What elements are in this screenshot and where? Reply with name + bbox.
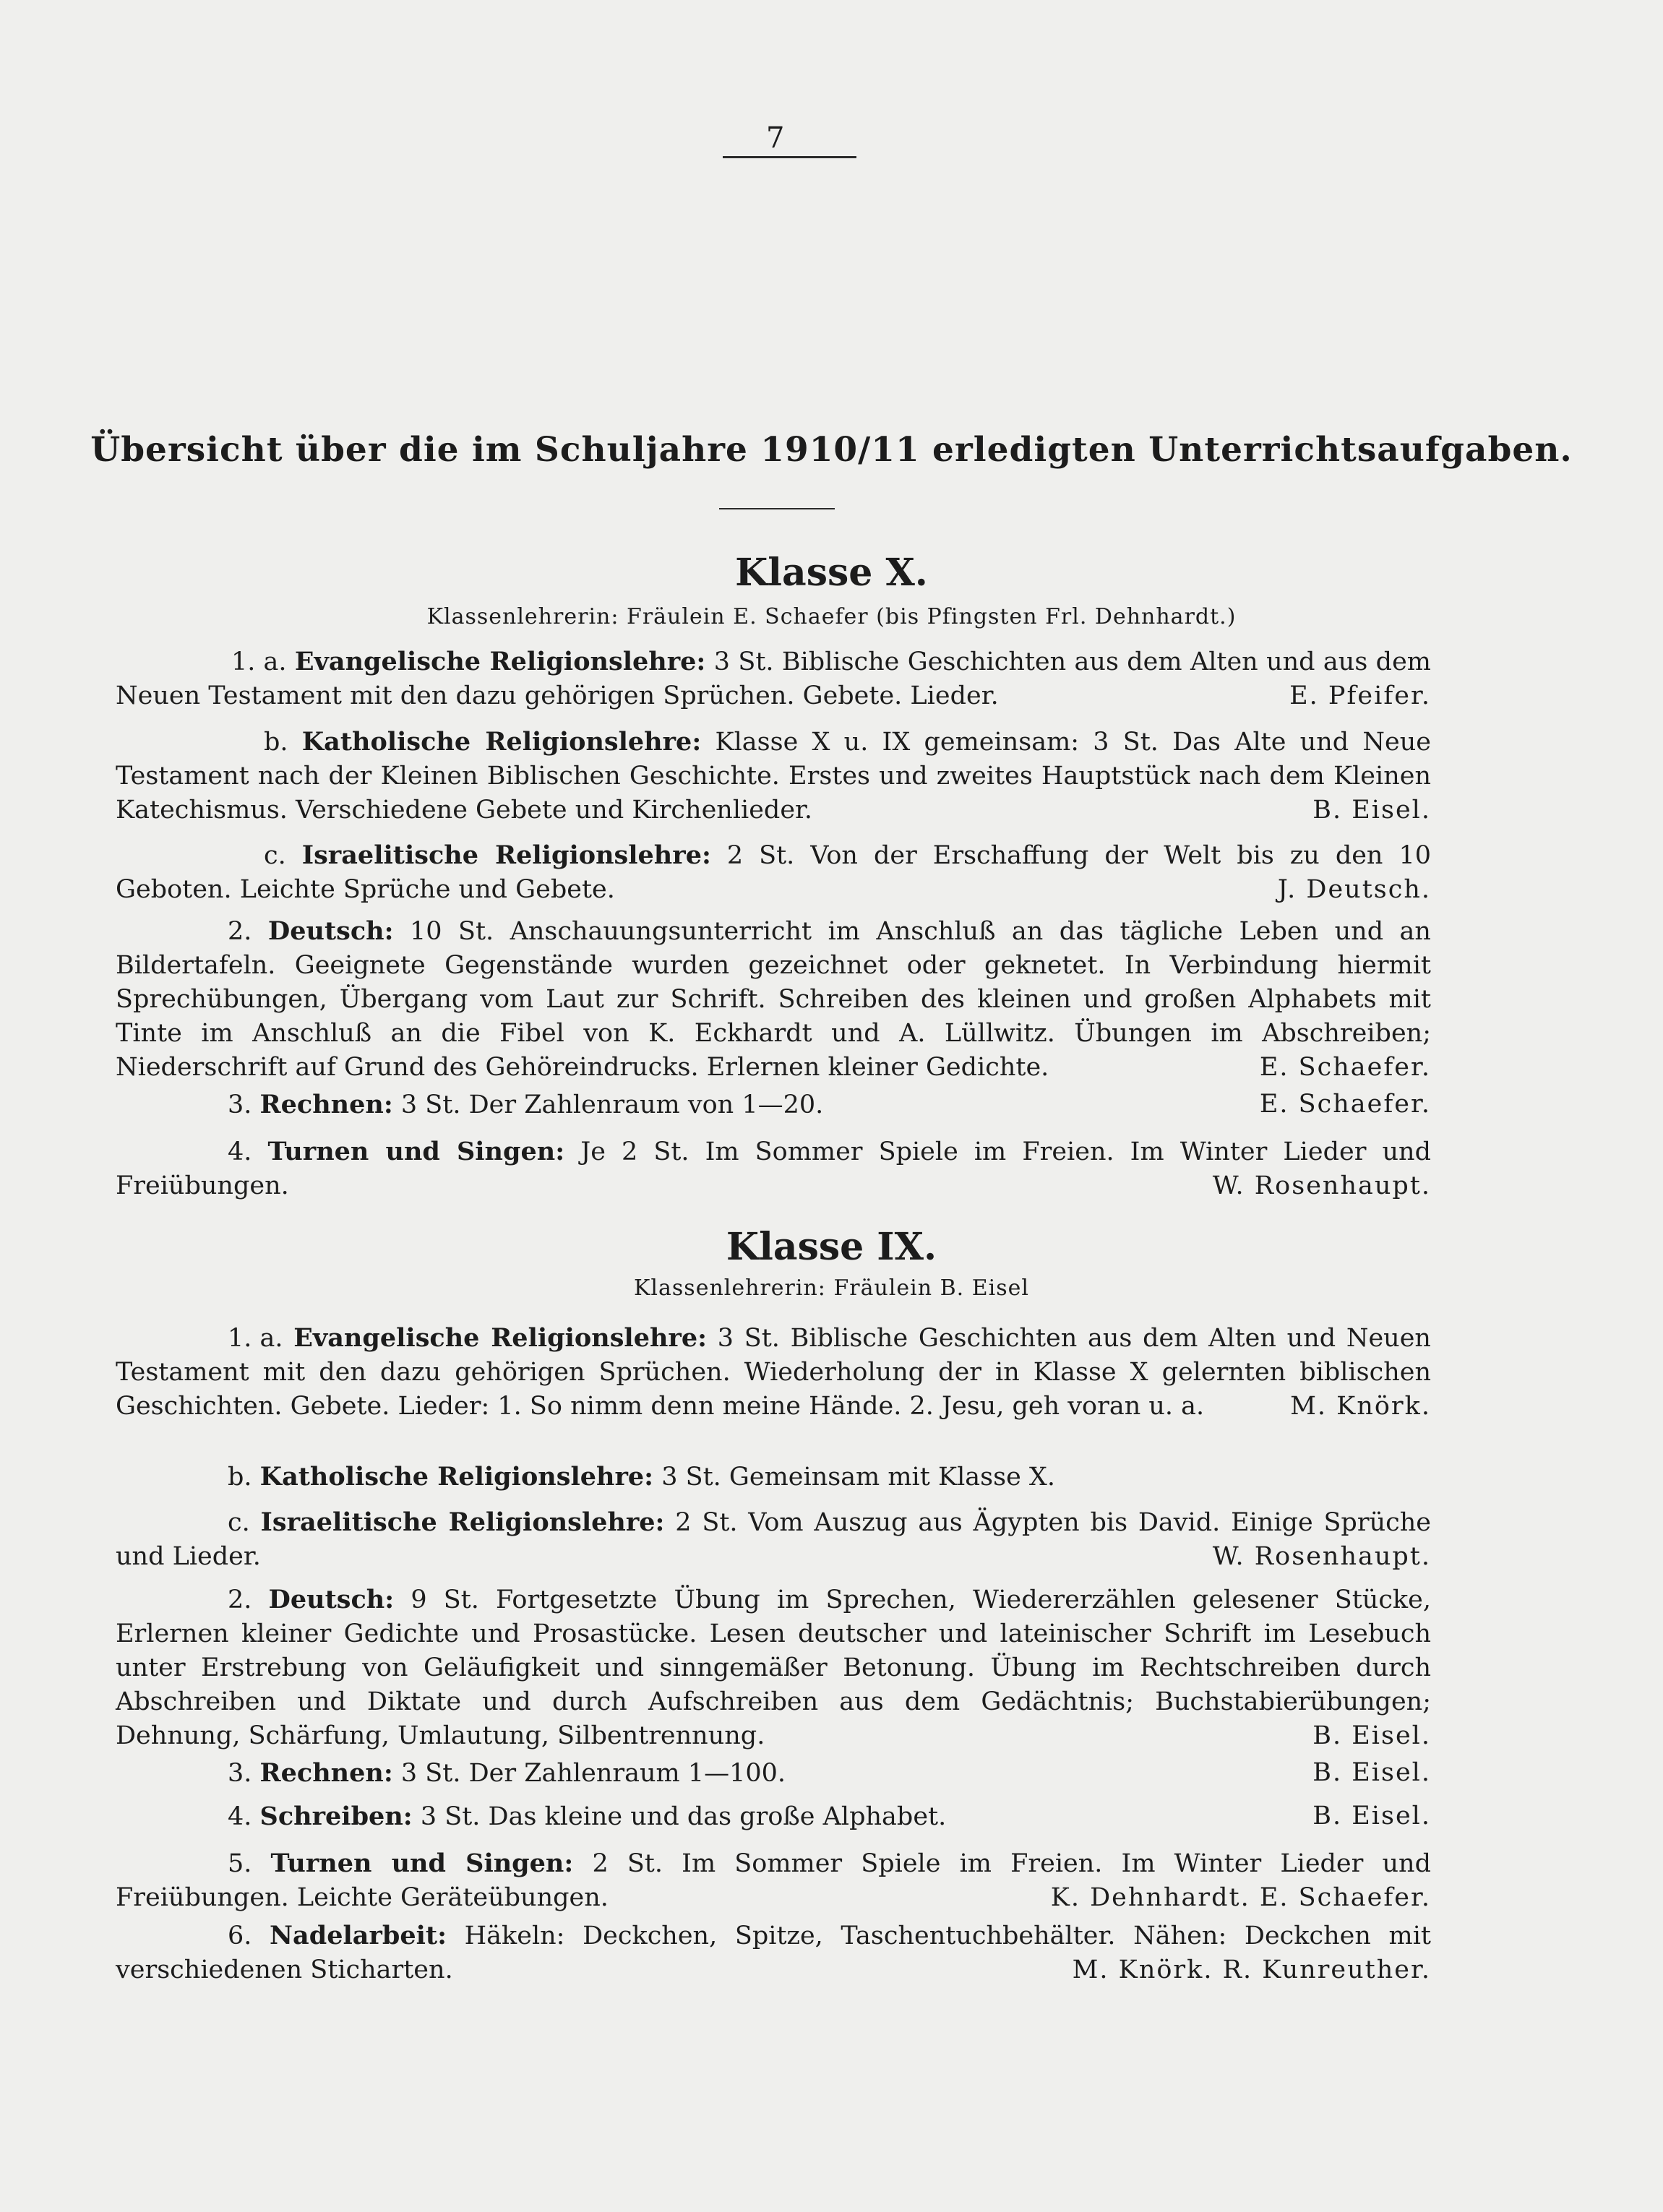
entry-signature: E. Schaefer. bbox=[1259, 1090, 1431, 1119]
entry-text: 9 St. Fortgesetzte Übung im Sprechen, Wiedererzählen gelesener Stücke, Erlernen kleiner Gedichte und Prosastücke. Lesen deutscher und lateinischer Schrift im Lesebuch unter Erstrebung von Geläufigkeit und sinngemäßer Betonung. Übung im Rechtschreiben durch Abschreiben und Diktate und durch Aufschreiben aus dem Gedächtnis; Buchstabierübungen; Dehnung, Schärfung, Umlautung, Silbentrennung. bbox=[116, 1585, 1431, 1750]
entry-ix-1c bbox=[116, 1505, 1431, 1574]
entry-number: 4. bbox=[228, 1802, 252, 1831]
entry-subject: Katholische Religionslehre: bbox=[259, 1462, 654, 1492]
page-number: 7 bbox=[766, 121, 785, 155]
entry-text: Häkeln: Deckchen, Spitze, Taschentuchbehälter. Nähen: Deckchen mit verschiedenen Sticharten. bbox=[116, 1921, 1431, 1984]
entry-text: 3 St. Der Zahlenraum von 1—20. bbox=[400, 1090, 824, 1119]
entry-x-1b bbox=[116, 725, 1431, 827]
section-title-klasse-ix: Klasse IX. bbox=[726, 1225, 937, 1269]
entry-text: Je 2 St. Im Sommer Spiele im Freien. Im Winter Lieder und Freiübungen. bbox=[116, 1137, 1431, 1200]
entry-text: 3 St. Gemeinsam mit Klasse X. bbox=[661, 1463, 1055, 1492]
entry-subject: Schreiben: bbox=[259, 1802, 413, 1831]
entry-subject: Turnen und Singen: bbox=[270, 1849, 574, 1878]
entry-text: 2 St. Im Sommer Spiele im Freien. Im Winter Lieder und Freiübungen. Leichte Geräteübungen. bbox=[116, 1849, 1431, 1912]
entry-signature: M. Knörk. R. Kunreuther. bbox=[1072, 1955, 1431, 1984]
entry-ix-2 bbox=[116, 1583, 1431, 1753]
entry-x-2 bbox=[116, 914, 1431, 1085]
entry-signature: B. Eisel. bbox=[1312, 1721, 1431, 1750]
entry-subject: Deutsch: bbox=[267, 916, 394, 946]
entry-ix-1b bbox=[116, 1460, 1431, 1494]
entry-signature: W. Rosenhaupt. bbox=[1212, 1542, 1431, 1571]
entry-ix-4 bbox=[116, 1799, 1431, 1834]
section-teacher-klasse-x: Klassenlehrerin: Fräulein E. Schaefer (bis Pfingsten Frl. Dehnhardt.) bbox=[426, 604, 1237, 629]
entry-number: 4. bbox=[228, 1137, 252, 1166]
entry-number: c. bbox=[264, 841, 286, 870]
entry-text: 10 St. Anschauungsunterricht im Anschluß an das tägliche Leben und an Bildertafeln. Geeignete Gegenstände wurden gezeichnet oder geknetet. In Verbindung hiermit Sprechübungen, Übergang vom Laut zur Schrift. Schreiben des kleinen und großen Alphabets mit Tinte im Anschluß an die Fibel von K. Eckhardt und A. Lüllwitz. Übungen im Abschreiben; Niederschrift auf Grund des Gehöreindrucks. Erlernen kleiner Gedichte. bbox=[116, 917, 1431, 1082]
entry-number: c. bbox=[228, 1508, 250, 1537]
entry-signature: E. Schaefer. bbox=[1259, 1053, 1431, 1082]
entry-x-1c bbox=[116, 838, 1431, 907]
entry-subject: Israelitische Religionslehre: bbox=[260, 1507, 665, 1537]
entry-signature: B. Eisel. bbox=[1312, 1802, 1431, 1830]
entry-number: 3. bbox=[228, 1759, 252, 1788]
entry-text: Klasse X u. IX gemeinsam: 3 St. Das Alte und Neue Testament nach der Kleinen Biblischen Geschichte. Erstes und zweites Hauptstück nach dem Kleinen Katechismus. Verschiedene Gebete und Kirchenlieder. bbox=[116, 728, 1431, 825]
entry-subject: Deutsch: bbox=[268, 1585, 395, 1614]
entry-subject: Katholische Religionslehre: bbox=[301, 727, 702, 757]
page-title: Übersicht über die im Schuljahre 1910/11 erledigten Unterrichtsaufgaben. bbox=[90, 430, 1573, 470]
entry-text: 3 St. Biblische Geschichten aus dem Alten und aus dem Neuen Testament mit den dazu gehörigen Sprüchen. Gebete. Lieder. bbox=[116, 647, 1431, 710]
entry-text: 2 St. Vom Auszug aus Ägypten bis David. Einige Sprüche und Lieder. bbox=[116, 1508, 1431, 1571]
entry-ix-3 bbox=[116, 1756, 1431, 1791]
entry-number: 1. a. bbox=[228, 1324, 283, 1353]
entry-x-1a bbox=[116, 645, 1431, 713]
entry-signature: J. Deutsch. bbox=[1277, 875, 1431, 904]
entry-number: 2. bbox=[228, 917, 252, 946]
entry-subject: Rechnen: bbox=[259, 1758, 393, 1788]
entry-subject: Evangelische Religionslehre: bbox=[294, 647, 706, 676]
entry-text: 3 St. Das kleine und das große Alphabet. bbox=[420, 1802, 947, 1831]
entry-signature: B. Eisel. bbox=[1312, 796, 1431, 825]
entry-number: 2. bbox=[228, 1585, 252, 1614]
entry-text: 2 St. Von der Erschaffung der Welt bis zu den 10 Geboten. Leichte Sprüche und Gebete. bbox=[116, 841, 1431, 904]
entry-number: 5. bbox=[228, 1849, 252, 1878]
section-teacher-klasse-ix: Klassenlehrerin: Fräulein B. Eisel bbox=[634, 1275, 1029, 1301]
entry-signature: E. Pfeifer. bbox=[1289, 681, 1431, 710]
entry-signature: K. Dehnhardt. E. Schaefer. bbox=[1050, 1883, 1431, 1912]
page-number-rule bbox=[723, 156, 856, 158]
entry-number: 3. bbox=[228, 1090, 252, 1119]
section-title-klasse-x: Klasse X. bbox=[735, 551, 928, 595]
entry-subject: Rechnen: bbox=[259, 1090, 393, 1119]
entry-subject: Israelitische Religionslehre: bbox=[301, 840, 711, 870]
entry-ix-5 bbox=[116, 1846, 1431, 1915]
entry-signature: M. Knörk. bbox=[1290, 1392, 1431, 1421]
entry-signature: B. Eisel. bbox=[1312, 1758, 1431, 1787]
entry-number: b. bbox=[264, 728, 288, 757]
title-divider bbox=[719, 508, 835, 509]
entry-subject: Turnen und Singen: bbox=[267, 1137, 565, 1166]
entry-x-3 bbox=[116, 1088, 1431, 1122]
entry-number: 6. bbox=[228, 1921, 252, 1950]
entry-text: 3 St. Biblische Geschichten aus dem Alten und Neuen Testament mit den dazu gehörigen Sprüchen. Wiederholung der in Klasse X gelernten biblischen Geschichten. Gebete. Lieder: 1. So nimm denn meine Hände. 2. Jesu, geh voran u. a. bbox=[116, 1324, 1431, 1421]
entry-subject: Evangelische Religionslehre: bbox=[293, 1323, 708, 1353]
entry-number: b. bbox=[228, 1463, 252, 1492]
entry-text: 3 St. Der Zahlenraum 1—100. bbox=[400, 1759, 786, 1788]
entry-x-4 bbox=[116, 1135, 1431, 1203]
entry-subject: Nadelarbeit: bbox=[270, 1921, 447, 1950]
entry-signature: W. Rosenhaupt. bbox=[1212, 1171, 1431, 1200]
entry-number: 1. a. bbox=[231, 647, 287, 676]
entry-ix-1a bbox=[116, 1321, 1431, 1424]
entry-ix-6 bbox=[116, 1919, 1431, 1987]
